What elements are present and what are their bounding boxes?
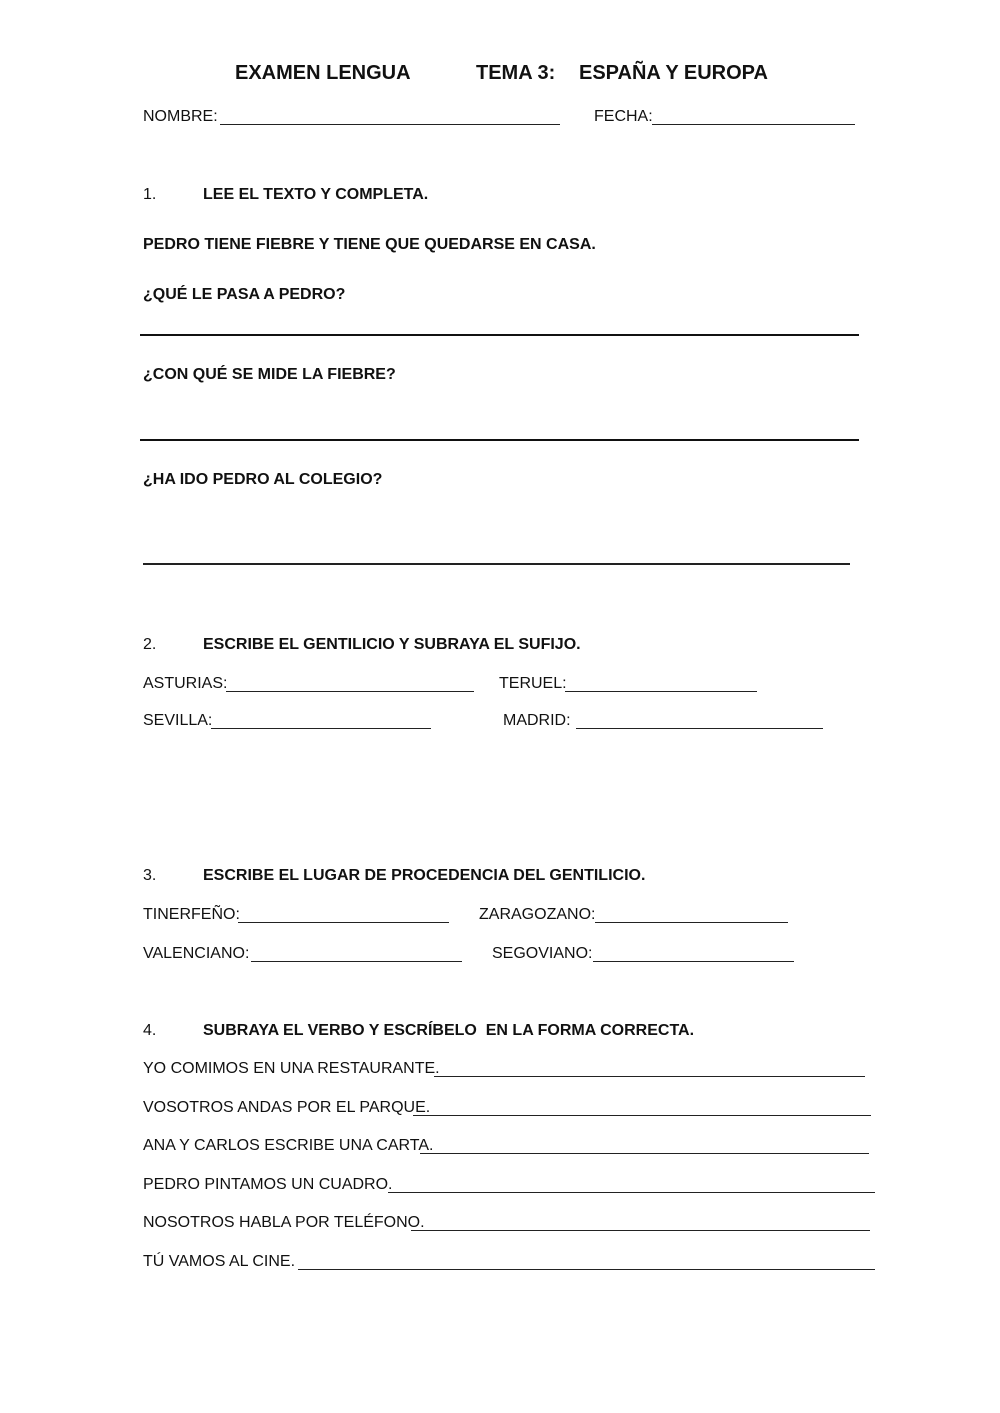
q4-line-3	[420, 1153, 869, 1154]
q2-field-teruel[interactable]	[567, 671, 755, 691]
q2-field-asturias[interactable]	[228, 671, 472, 691]
q4-sentence-5: NOSOTROS HABLA POR TELÉFONO.	[143, 1214, 425, 1231]
q1-answer-3[interactable]	[145, 540, 848, 560]
q1-number: 1.	[143, 186, 157, 203]
q3-number: 3.	[143, 867, 157, 884]
q3-line-valenciano	[251, 961, 462, 962]
q2-item-madrid: MADRID:	[503, 712, 571, 729]
q2-line-madrid	[576, 728, 823, 729]
q3-item-segoviano: SEGOVIANO:	[492, 945, 593, 962]
date-label: FECHA:	[594, 108, 653, 125]
q3-item-valenciano: VALENCIANO:	[143, 945, 250, 962]
q4-number: 4.	[143, 1022, 157, 1039]
q2-field-sevilla[interactable]	[213, 708, 429, 728]
name-label: NOMBRE:	[143, 108, 218, 125]
q4-line-5	[411, 1230, 870, 1231]
q4-line-2	[413, 1115, 871, 1116]
q3-line-tinerfeno	[238, 922, 449, 923]
q1-passage: PEDRO TIENE FIEBRE Y TIENE QUE QUEDARSE EN CASA.	[143, 236, 596, 253]
q4-sentence-3: ANA Y CARLOS ESCRIBE UNA CARTA.	[143, 1137, 434, 1154]
q3-field-segoviano[interactable]	[595, 941, 792, 961]
exam-title: EXAMEN LENGUA	[235, 62, 411, 84]
q3-field-valenciano[interactable]	[253, 941, 460, 961]
q1-answer-line-2	[140, 439, 859, 441]
q4-line-1	[434, 1076, 865, 1077]
date-line	[652, 124, 855, 125]
q1-question-3: ¿HA IDO PEDRO AL COLEGIO?	[143, 471, 383, 488]
q1-question-1: ¿QUÉ LE PASA A PEDRO?	[143, 286, 346, 303]
q4-instruction: SUBRAYA EL VERBO Y ESCRÍBELO EN LA FORMA CORRECTA.	[203, 1022, 695, 1039]
q2-item-asturias: ASTURIAS:	[143, 675, 228, 692]
date-field[interactable]	[654, 104, 853, 124]
topic-number: TEMA 3:	[476, 62, 556, 84]
q3-field-tinerfeno[interactable]	[240, 902, 447, 922]
q2-number: 2.	[143, 636, 157, 653]
q4-field-3[interactable]	[422, 1133, 867, 1153]
q1-answer-1[interactable]	[142, 310, 857, 330]
name-line	[220, 124, 560, 125]
q4-field-5[interactable]	[413, 1210, 868, 1230]
q2-line-asturias	[226, 691, 474, 692]
q4-sentence-2: VOSOTROS ANDAS POR EL PARQUE.	[143, 1099, 431, 1116]
q2-instruction: ESCRIBE EL GENTILICIO Y SUBRAYA EL SUFIJO.	[203, 636, 581, 653]
q4-line-6	[298, 1269, 875, 1270]
q3-item-tinerfeno: TINERFEÑO:	[143, 906, 240, 923]
q2-item-sevilla: SEVILLA:	[143, 712, 213, 729]
name-field[interactable]	[222, 104, 558, 124]
q4-sentence-1: YO COMIMOS EN UNA RESTAURANTE.	[143, 1060, 440, 1077]
q4-sentence-4: PEDRO PINTAMOS UN CUADRO.	[143, 1176, 393, 1193]
q2-item-teruel: TERUEL:	[499, 675, 567, 692]
q3-item-zaragozano: ZARAGOZANO:	[479, 906, 596, 923]
q1-answer-line-1	[140, 334, 859, 336]
q3-line-segoviano	[593, 961, 794, 962]
q1-instruction: LEE EL TEXTO Y COMPLETA.	[203, 186, 429, 203]
q2-field-madrid[interactable]	[578, 708, 821, 728]
q4-field-1[interactable]	[436, 1056, 863, 1076]
q4-sentence-6: TÚ VAMOS AL CINE.	[143, 1253, 296, 1270]
q1-question-2: ¿CON QUÉ SE MIDE LA FIEBRE?	[143, 366, 396, 383]
q4-field-4[interactable]	[390, 1172, 873, 1192]
q4-line-4	[388, 1192, 875, 1193]
q2-line-teruel	[565, 691, 757, 692]
q3-line-zaragozano	[595, 922, 788, 923]
q3-field-zaragozano[interactable]	[597, 902, 786, 922]
q4-field-6[interactable]	[300, 1249, 873, 1269]
q4-field-2[interactable]	[415, 1095, 869, 1115]
q1-answer-2[interactable]	[142, 415, 857, 435]
q1-answer-line-3	[143, 563, 850, 565]
topic-title: ESPAÑA Y EUROPA	[579, 62, 768, 84]
q3-instruction: ESCRIBE EL LUGAR DE PROCEDENCIA DEL GENTILICIO.	[203, 867, 646, 884]
q2-line-sevilla	[211, 728, 431, 729]
